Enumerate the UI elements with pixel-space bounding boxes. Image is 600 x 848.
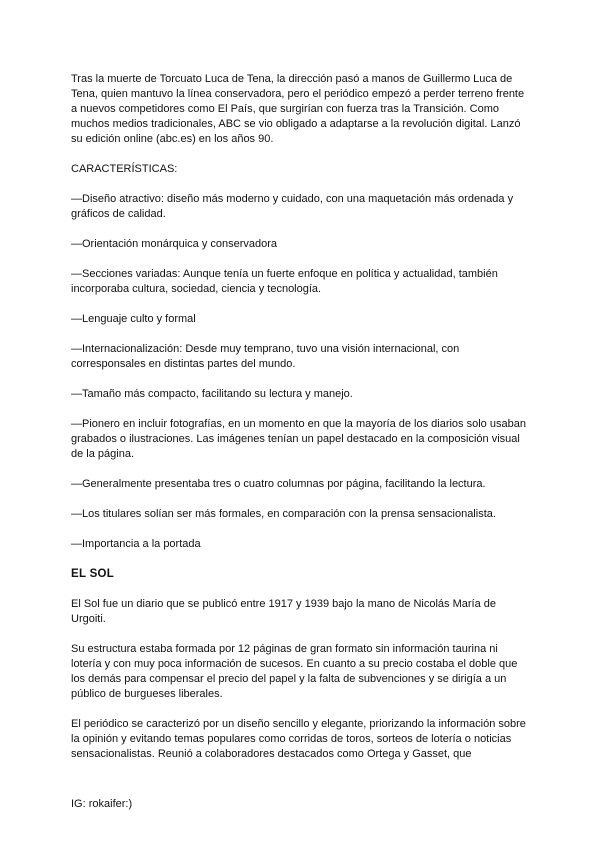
- footer-credit: IG: rokaifer:): [71, 798, 133, 810]
- feature-item: —Pionero en incluir fotografías, en un momento en que la mayoría de los diarios solo usaban grabados o ilustraciones. Las imágenes tenían un papel destacado en la composición visual de la página.: [71, 418, 526, 460]
- el-sol-paragraph: Su estructura estaba formada por 12 páginas de gran formato sin información taurina ni lotería y con muy poca información de sucesos. En cuanto a su precio costaba el doble que los demás para compensar el precio del papel y la falta de subvenciones y se dirigía a un público de burgueses liberales.: [71, 643, 518, 700]
- features-label: CARACTERÍSTICAS:: [71, 163, 178, 175]
- feature-item: —Diseño atractivo: diseño más moderno y cuidado, con una maquetación más ordenada y gráficos de calidad.: [71, 193, 514, 220]
- feature-item: —Orientación monárquica y conservadora: [71, 238, 278, 250]
- feature-item: —Importancia a la portada: [71, 538, 201, 550]
- feature-item: —Secciones variadas: Aunque tenía un fuerte enfoque en política y actualidad, también incorporaba cultura, sociedad, ciencia y tecnología.: [71, 268, 498, 295]
- intro-paragraph: Tras la muerte de Torcuato Luca de Tena, la dirección pasó a manos de Guillermo Luca de Tena, quien mantuvo la línea conservadora, pero el periódico empezó a perder terreno frente a nuevos competidores como El País, que surgirían con fuerza tras la Transición. Como muchos medios tradicionales, ABC se vio obligado a adaptarse a la revolución digital. Lanzó su edición online (abc.es) en los años 90.: [71, 73, 525, 145]
- el-sol-paragraph: El Sol fue un diario que se publicó entre 1917 y 1939 bajo la mano de Nicolás María de Urgoiti.: [71, 598, 496, 625]
- feature-item: —Lenguaje culto y formal: [71, 313, 196, 325]
- feature-item: —Tamaño más compacto, facilitando su lectura y manejo.: [71, 388, 353, 400]
- document-body: [71, 72, 531, 777]
- feature-item: —Generalmente presentaba tres o cuatro columnas por página, facilitando la lectura.: [71, 478, 486, 490]
- feature-item: —Los titulares solían ser más formales, en comparación con la prensa sensacionalista.: [71, 508, 496, 520]
- el-sol-paragraph: El periódico se caracterizó por un diseño sencillo y elegante, priorizando la información sobre la opinión y evitando temas populares como corridas de toros, sorteos de lotería o noticias sensacionalistas. Reunió a colaboradores destacados como Ortega y Gasset, que: [71, 718, 526, 760]
- section-heading: EL SOL: [71, 568, 115, 580]
- feature-item: —Internacionalización: Desde muy temprano, tuvo una visión internacional, con corresponsales en distintas partes del mundo.: [71, 343, 460, 370]
